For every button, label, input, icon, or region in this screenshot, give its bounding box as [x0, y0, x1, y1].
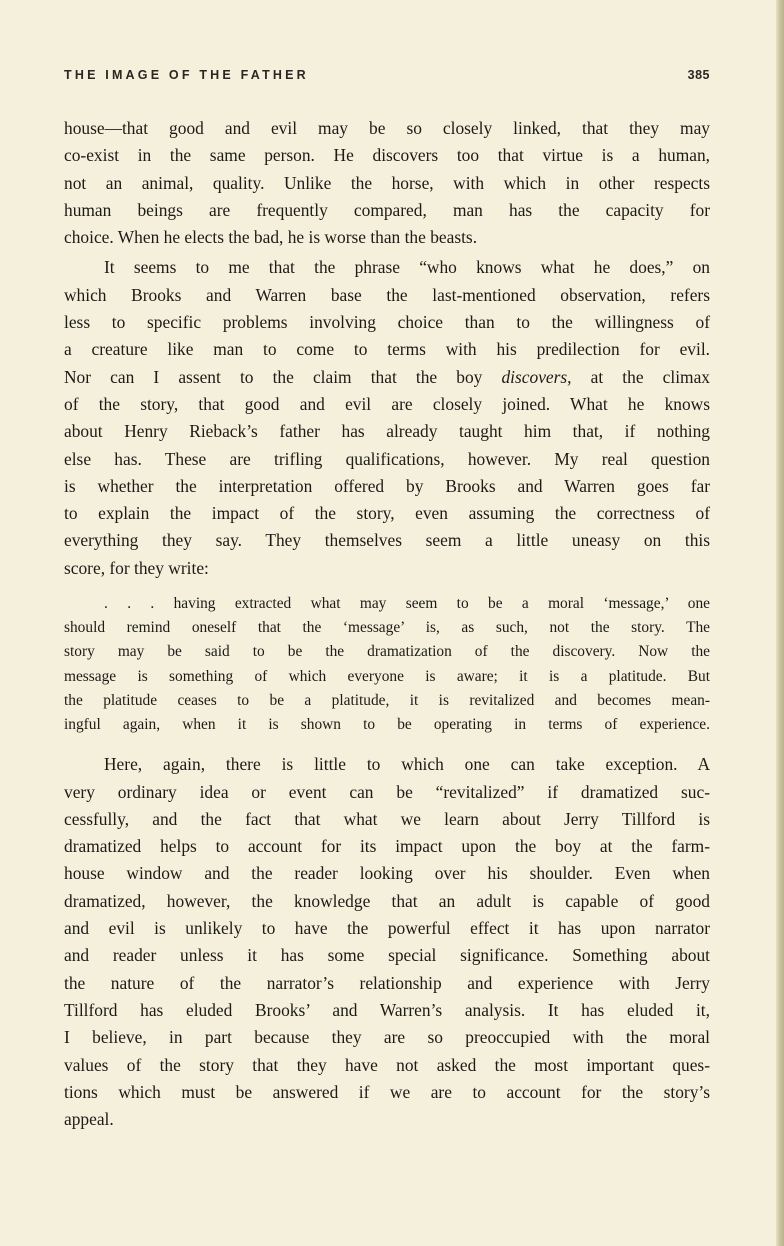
text-line: dramatized helps to account for its impact upon the boy at the farm- — [64, 836, 710, 857]
quote-line: ingful again, when it is shown to be operating in terms of experience. — [64, 716, 710, 734]
text-line: I believe, in part because they are so preoccupied with the moral — [64, 1027, 710, 1048]
text-run: at the climax — [571, 366, 710, 387]
text-line: else has. These are trifling qualifications, however. My real question — [64, 448, 710, 469]
text-line: and reader unless it has some special significance. Something about — [64, 945, 710, 966]
text-line: tions which must be answered if we are to account for the story’s — [64, 1081, 710, 1102]
paragraph-2 — [64, 254, 710, 582]
body-text — [64, 115, 710, 1133]
text-line: not an animal, quality. Unlike the horse, with which in other respects — [64, 172, 710, 193]
text-line: score, for they write: — [64, 557, 209, 578]
text-line: dramatized, however, the knowledge that an adult is capable of good — [64, 890, 710, 911]
running-head-title: THE IMAGE OF THE FATHER — [64, 68, 309, 82]
text-line: the nature of the narrator’s relationship and experience with Jerry — [64, 972, 710, 993]
text-line: very ordinary idea or event can be “revitalized” if dramatized suc- — [64, 781, 710, 802]
paragraph-3 — [64, 751, 710, 1133]
quote-line: story may be said to be the dramatization of the discovery. Now the — [64, 643, 710, 661]
quote-line: should remind oneself that the ‘message’ is, as such, not the story. The — [64, 619, 710, 637]
emphasized-word: discovers, — [501, 366, 572, 387]
quote-line: . . . having extracted what may seem to be a moral ‘message,’ one — [104, 595, 710, 613]
text-line: Here, again, there is little to which one can take exception. A — [104, 754, 710, 775]
text-line: and evil is unlikely to have the powerful effect it has upon narrator — [64, 918, 710, 939]
block-quote — [64, 592, 710, 737]
page-number: 385 — [687, 68, 710, 82]
text-line: human beings are frequently compared, man has the capacity for — [64, 199, 710, 220]
running-head — [64, 68, 710, 82]
text-line: is whether the interpretation offered by Brooks and Warren goes far — [64, 475, 710, 496]
text-run: Nor can I assent to the claim that the boy — [64, 366, 502, 387]
text-line: appeal. — [64, 1109, 114, 1130]
text-line: It seems to me that the phrase “who knows what he does,” on — [104, 257, 710, 278]
text-line: a creature like man to come to terms with his predilection for evil. — [64, 339, 710, 360]
text-line: co-exist in the same person. He discovers too that virtue is a human, — [64, 145, 710, 166]
text-line: house—that good and evil may be so closely linked, that they may — [64, 118, 710, 138]
text-line: house window and the reader looking over his shoulder. Even when — [64, 863, 710, 884]
text-line: which Brooks and Warren base the last-mentioned observation, refers — [64, 284, 710, 305]
paragraph-1 — [64, 115, 710, 251]
text-line: values of the story that they have not asked the most important ques- — [64, 1054, 710, 1075]
text-line: to explain the impact of the story, even assuming the correctness of — [64, 503, 710, 524]
text-line: of the story, that good and evil are closely joined. What he knows — [64, 393, 710, 414]
text-line: less to specific problems involving choice than to the willingness of — [64, 312, 710, 333]
text-line: Tillford has eluded Brooks’ and Warren’s analysis. It has eluded it, — [64, 999, 710, 1020]
quote-line: the platitude ceases to be a platitude, it is revitalized and becomes mean- — [64, 691, 710, 709]
quote-line: message is something of which everyone is aware; it is a platitude. But — [64, 667, 710, 685]
text-line: choice. When he elects the bad, he is worse than the beasts. — [64, 227, 478, 248]
text-line: about Henry Rieback’s father has already taught him that, if nothing — [64, 421, 710, 442]
page-edge — [776, 0, 784, 1246]
text-line — [64, 364, 710, 391]
text-line: everything they say. They themselves seem a little uneasy on this — [64, 530, 710, 551]
text-line: cessfully, and the fact that what we learn about Jerry Tillford is — [64, 808, 710, 829]
